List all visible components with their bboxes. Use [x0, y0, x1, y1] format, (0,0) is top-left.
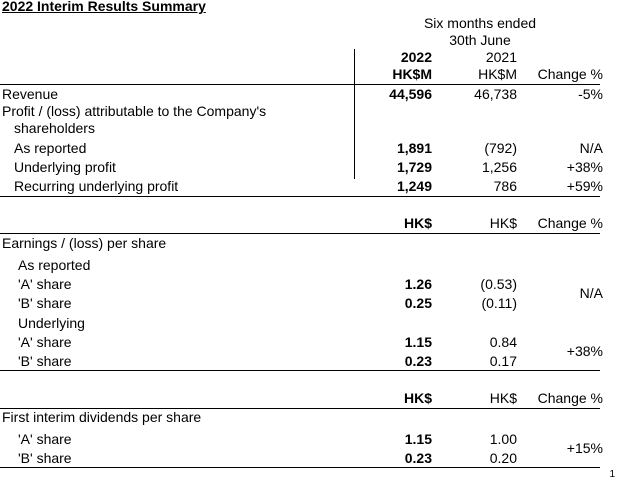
period-header-line2: 30th June	[449, 32, 511, 48]
period-header-line1: Six months ended	[423, 15, 537, 31]
eps-reported-change: N/A	[579, 285, 603, 301]
header-2021: 2021	[485, 49, 517, 65]
eps-unit-2022: HK$	[403, 215, 432, 231]
eps-unit-2021: HK$	[489, 215, 517, 231]
profit-row-2021: (792)	[484, 140, 517, 156]
profit-row-2021: 786	[493, 178, 517, 194]
profit-label-line2: shareholders	[14, 120, 95, 136]
div-a-2022: 1.15	[404, 431, 432, 447]
header-change: Change %	[537, 66, 603, 82]
revenue-label: Revenue	[2, 86, 59, 102]
eps-reported-a-label: 'A' share	[18, 276, 72, 292]
eps-change-header: Change %	[537, 215, 603, 231]
eps-reported-a-2021: (0.53)	[480, 276, 517, 292]
profit-row-change: N/A	[579, 140, 603, 156]
eps-underlying-change: +38%	[566, 343, 603, 359]
eps-underlying-a-label: 'A' share	[18, 334, 72, 350]
profit-row-label: Recurring underlying profit	[14, 178, 179, 194]
eps-reported-label: As reported	[18, 257, 91, 273]
profit-row-change: +38%	[566, 159, 603, 175]
div-b-label: 'B' share	[18, 450, 72, 466]
eps-reported-b-2021: (0.11)	[481, 295, 517, 311]
bottom-rule	[0, 467, 600, 468]
profit-row-2021: 1,256	[481, 159, 517, 175]
profit-row-2022: 1,729	[396, 159, 432, 175]
div-a-2021: 1.00	[489, 431, 517, 447]
eps-underlying-b-2021: 0.17	[489, 353, 517, 369]
div-unit-2022: HK$	[403, 390, 432, 406]
div-change: +15%	[566, 440, 603, 456]
page-number: 1	[609, 469, 615, 480]
profit-row-change: +59%	[566, 178, 603, 194]
eps-reported-a-2022: 1.26	[404, 276, 432, 292]
profit-row-label: As reported	[14, 140, 87, 156]
section-rule	[0, 196, 600, 197]
revenue-2022: 44,596	[389, 86, 432, 102]
div-label: First interim dividends per share	[2, 409, 202, 425]
eps-underlying-label: Underlying	[18, 315, 85, 331]
profit-label-line1: Profit / (loss) attributable to the Company's	[2, 103, 267, 119]
eps-section-rule	[0, 370, 600, 371]
profit-row-label: Underlying profit	[14, 159, 116, 175]
page-title: 2022 Interim Results Summary	[2, 0, 206, 14]
div-a-label: 'A' share	[18, 431, 72, 447]
div-change-header: Change %	[537, 390, 603, 406]
div-unit-2021: HK$	[489, 390, 517, 406]
header-unit-2021: HK$M	[478, 66, 517, 82]
div-b-2021: 0.20	[489, 450, 517, 466]
eps-underlying-a-2021: 0.84	[489, 334, 517, 350]
eps-underlying-b-label: 'B' share	[18, 353, 72, 369]
eps-underlying-a-2022: 1.15	[404, 334, 432, 350]
eps-reported-b-2022: 0.25	[404, 295, 432, 311]
revenue-2021: 46,738	[474, 86, 517, 102]
header-2022: 2022	[400, 49, 432, 65]
eps-label: Earnings / (loss) per share	[2, 235, 167, 251]
revenue-change: -5%	[578, 86, 603, 102]
eps-underlying-b-2022: 0.23	[404, 353, 432, 369]
header-unit-2022: HK$M	[392, 66, 432, 82]
profit-row-2022: 1,891	[396, 140, 432, 156]
eps-reported-b-label: 'B' share	[18, 295, 72, 311]
profit-row-2022: 1,249	[396, 178, 432, 194]
div-b-2022: 0.23	[404, 450, 432, 466]
